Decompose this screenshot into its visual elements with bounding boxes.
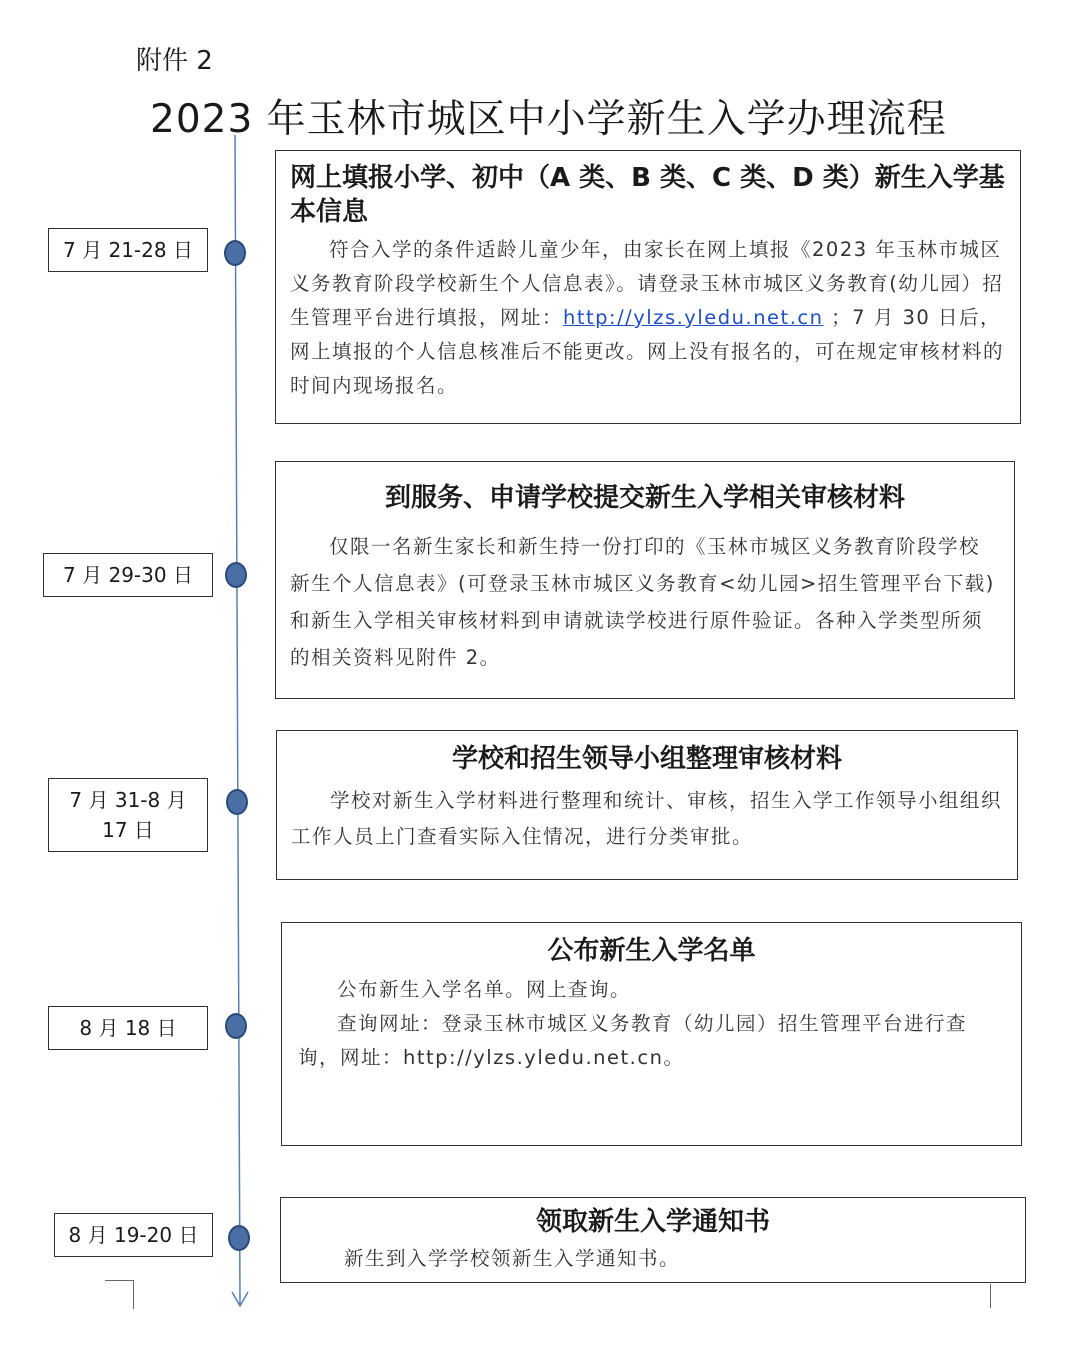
date-box-step-4 [48, 1006, 208, 1050]
timeline-dot [225, 1013, 247, 1039]
step-card-receive-notice [280, 1197, 1026, 1283]
step-title: 到服务、申请学校提交新生入学相关审核材料 [384, 483, 905, 513]
page-corner-mark [990, 1284, 992, 1308]
date-label: 8 月 19-20 日 [68, 1223, 199, 1247]
page-corner-mark [105, 1280, 134, 1309]
step-card-publish-list [281, 922, 1022, 1146]
timeline-dot [225, 562, 247, 588]
step-body: 新生到入学学校领新生入学通知书。 [344, 1247, 681, 1270]
date-label: 7 月 31-8 月 [69, 788, 187, 812]
page-title: 2023 年玉林市城区中小学新生入学办理流程 [150, 97, 947, 142]
step-body: 符合入学的条件适龄儿童少年，由家长在网上填报《2023 年玉林市城区义务教育阶段学校新生个人信息表》。请登录玉林市城区义务教育(幼儿园）招生管理平台进行填报，网址：http://ylzs.yledu.net.cn ；7 月 30 日后，网上填报的个人信息核准后不能更改。网上没有报名的，可在规定审核材料的时间内现场报名。 [290, 238, 1005, 397]
step-body: 学校对新生入学材料进行整理和统计、审核，招生入学工作领导小组组织工作人员上门查看实际入住情况，进行分类审批。 [291, 789, 1003, 848]
date-label: 7 月 21-28 日 [63, 238, 193, 262]
registration-url-link[interactable]: http://ylzs.yledu.net.cn [563, 306, 824, 329]
timeline-dot [224, 240, 246, 266]
step-body: 公布新生入学名单。网上查询。 查询网址：登录玉林市城区义务教育（幼儿园）招生管理平台进行查询，网址：http://ylzs.yledu.net.cn。 [298, 978, 968, 1069]
timeline-dot [226, 789, 248, 815]
date-label: 17 日 [102, 818, 154, 842]
step-body: 仅限一名新生家长和新生持一份打印的《玉林市城区义务教育阶段学校新生个人信息表》(可登录玉林市城区义务教育<幼儿园>招生管理平台下载)和新生入学相关审核材料到申请就读学校进行原件验证。各种入学类型所须的相关资料见附件 2。 [290, 535, 995, 669]
date-label: 8 月 18 日 [79, 1016, 177, 1040]
date-box-step-3 [48, 778, 208, 852]
step-card-submit-materials [275, 461, 1015, 699]
attachment-label: 附件 2 [136, 46, 213, 76]
step-title: 领取新生入学通知书 [535, 1207, 770, 1237]
step-title: 学校和招生领导小组整理审核材料 [451, 744, 842, 774]
date-box-step-1 [48, 228, 208, 272]
date-box-step-2 [43, 553, 213, 597]
step-card-review-materials [276, 730, 1018, 880]
timeline-dot [228, 1225, 250, 1251]
step-card-online-registration [275, 150, 1021, 424]
date-label: 7 月 29-30 日 [63, 563, 193, 587]
step-title: 网上填报小学、初中（A 类、B 类、C 类、D 类）新生入学基本信息 [290, 163, 1005, 227]
step-title: 公布新生入学名单 [547, 936, 756, 966]
date-box-step-5 [54, 1213, 213, 1257]
